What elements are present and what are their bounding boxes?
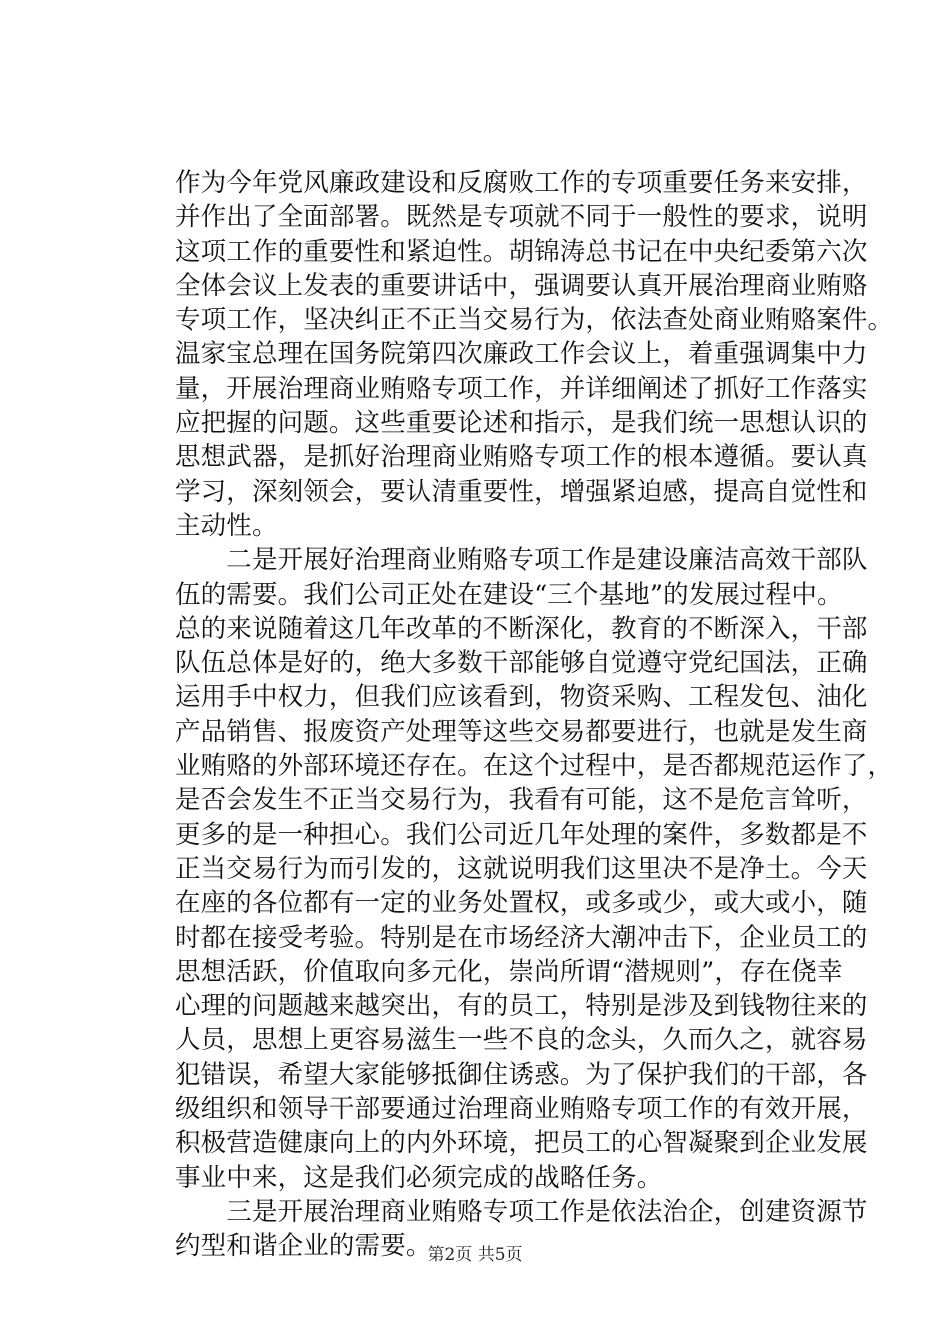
text-line: 更多的是一种担心。我们公司近几年处理的案件，多数都是不: [175, 819, 868, 850]
text-line: 三是开展治理商业贿赂专项工作是依法治企，创建资源节: [175, 1196, 868, 1227]
text-line: 伍的需要。我们公司正处在建设“三个基地”的发展过程中。: [175, 579, 843, 610]
text-line: 运用手中权力，但我们应该看到，物资采购、工程发包、油化: [175, 682, 868, 713]
text-line: 二是开展好治理商业贿赂专项工作是建设廉洁高效干部队: [175, 545, 868, 576]
text-line: 业贿赂的外部环境还存在。在这个过程中，是否都规范运作了，: [175, 751, 894, 782]
text-line: 这项工作的重要性和紧迫性。胡锦涛总书记在中央纪委第六次: [175, 236, 868, 267]
text-line: 总的来说随着这几年改革的不断深化，教育的不断深入，干部: [175, 613, 868, 644]
text-line: 积极营造健康向上的内外环境，把员工的心智凝聚到企业发展: [175, 1128, 868, 1159]
text-line: 全体会议上发表的重要讲话中，强调要认真开展治理商业贿赂: [175, 270, 868, 301]
text-line: 时都在接受考验。特别是在市场经济大潮冲击下，企业员工的: [175, 922, 868, 953]
text-line: 产品销售、报废资产处理等这些交易都要进行，也就是发生商: [175, 716, 868, 747]
text-line: 约型和谐企业的需要。: [175, 1231, 432, 1262]
page-number-footer: 第2页 共5页: [427, 1245, 523, 1265]
text-line: 在座的各位都有一定的业务处置权，或多或少，或大或小，随: [175, 888, 868, 919]
text-line: 主动性。: [175, 510, 278, 541]
text-line: 事业中来，这是我们必须完成的战略任务。: [175, 1162, 663, 1193]
body-text: [175, 166, 894, 1264]
text-line: 人员，思想上更容易滋生一些不良的念头，久而久之，就容易: [175, 1025, 868, 1056]
text-line: 应把握的问题。这些重要论述和指示，是我们统一思想认识的: [175, 408, 868, 439]
text-line: 专项工作，坚决纠正不正当交易行为，依法查处商业贿赂案件。: [175, 305, 894, 336]
text-line: 犯错误，希望大家能够抵御住诱惑。为了保护我们的干部，各: [175, 1059, 868, 1090]
text-line: 量，开展治理商业贿赂专项工作，并详细阐述了抓好工作落实: [175, 373, 868, 404]
text-line: 思想活跃，价值取向多元化，崇尚所谓“潜规则”，存在侥幸: [175, 956, 843, 987]
text-line: 队伍总体是好的，绝大多数干部能够自觉遵守党纪国法，正确: [175, 648, 868, 679]
text-line: 作为今年党风廉政建设和反腐败工作的专项重要任务来安排，: [175, 168, 868, 198]
text-line: 是否会发生不正当交易行为，我看有可能，这不是危言耸听，: [175, 785, 868, 816]
text-line: 思想武器，是抓好治理商业贿赂专项工作的根本遵循。要认真: [175, 442, 868, 473]
text-line: 心理的问题越来越突出，有的员工，特别是涉及到钱物往来的: [175, 991, 868, 1022]
text-line: 温家宝总理在国务院第四次廉政工作会议上，着重强调集中力: [175, 339, 868, 370]
text-line: 级组织和领导干部要通过治理商业贿赂专项工作的有效开展，: [175, 1094, 868, 1125]
text-line: 学习，深刻领会，要认清重要性，增强紧迫感，提高自觉性和: [175, 476, 868, 507]
text-line: 正当交易行为而引发的，这就说明我们这里决不是净土。今天: [175, 853, 868, 884]
text-line: 并作出了全面部署。既然是专项就不同于一般性的要求，说明: [175, 202, 868, 233]
